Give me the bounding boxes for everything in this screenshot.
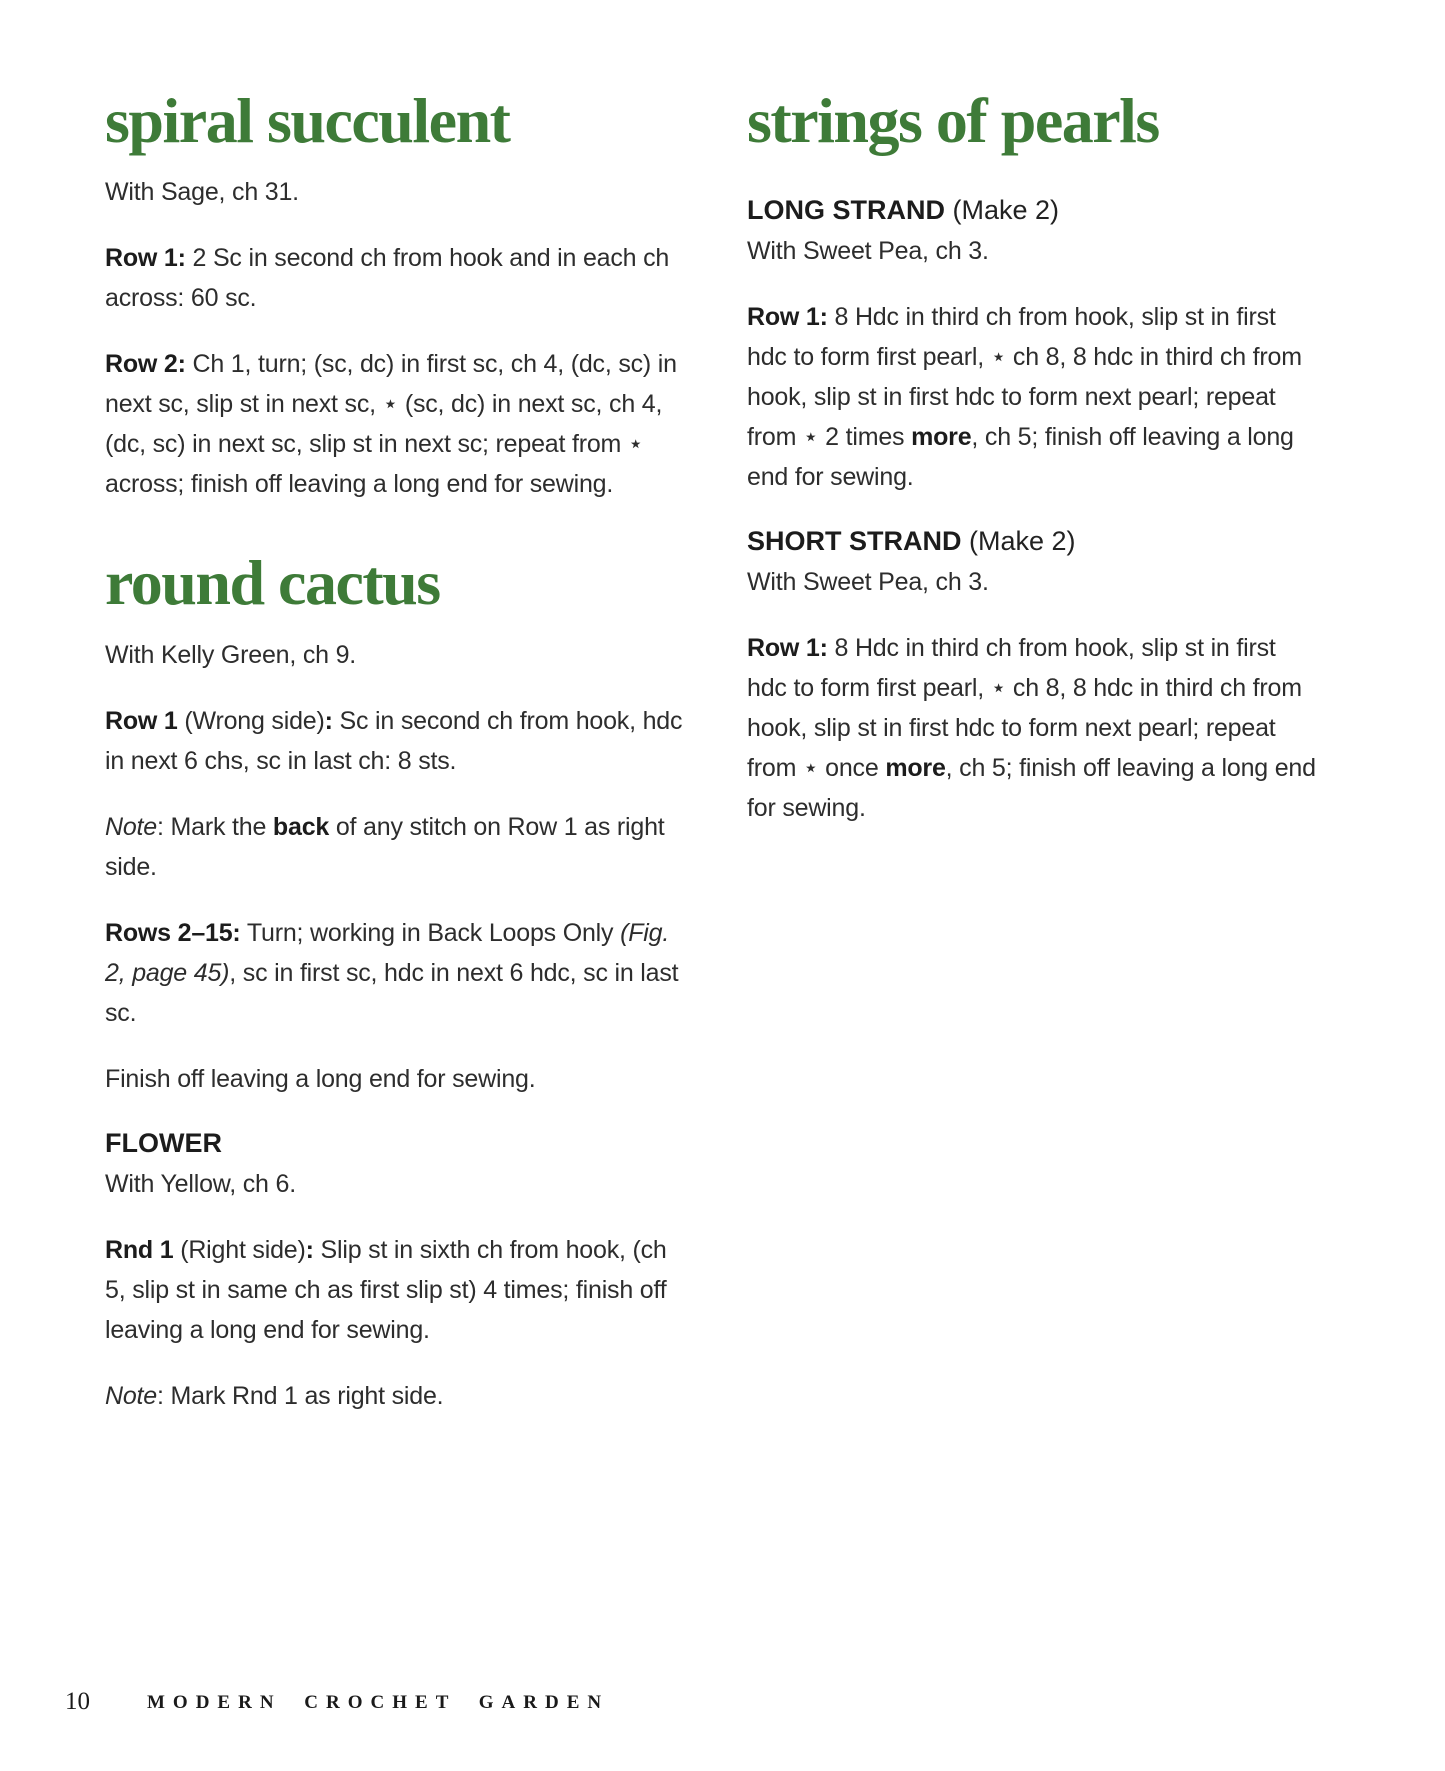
text-segment: SHORT STRAND — [747, 526, 969, 557]
text-segment: 8 Hdc in third ch from hook, slip st in first hdc to form first pearl, ⋆ ch 8, 8 hdc in third ch from hook, slip st in first hdc to form next pearl; repeat from ⋆ once — [747, 634, 1302, 783]
text-segment: Note — [105, 812, 158, 841]
pattern-paragraph — [747, 628, 1317, 828]
pattern-paragraph — [105, 238, 691, 318]
pattern-paragraph — [105, 172, 691, 212]
text-segment: (Right side) — [180, 1235, 306, 1264]
text-segment: With Sweet Pea, ch 3. — [747, 568, 989, 597]
columns — [105, 86, 1317, 1442]
text-segment: : — [324, 706, 333, 735]
pattern-paragraph — [747, 231, 1317, 271]
section-title: strings of pearls — [747, 85, 1159, 156]
section-title: spiral succulent — [105, 85, 510, 156]
text-segment: more — [885, 754, 946, 783]
text-segment: Turn; working in Back Loops Only — [240, 918, 621, 947]
text-segment: (Make 2) — [969, 526, 1076, 557]
pattern-paragraph — [105, 701, 691, 781]
text-segment: : — [305, 1235, 314, 1264]
text-segment: With Yellow, ch 6. — [105, 1169, 296, 1198]
text-segment: , ch 5; finish off leaving a long end for sewing. — [747, 754, 1316, 823]
text-segment: LONG STRAND — [747, 195, 953, 226]
section-subhead — [105, 1125, 691, 1161]
text-segment: , ch 5; finish off leaving a long end for sewing. — [747, 423, 1294, 492]
pattern-paragraph — [105, 1230, 691, 1350]
text-segment: Row 1: — [105, 244, 186, 273]
text-segment: (Wrong side) — [184, 706, 325, 735]
text-segment: With Sage, ch 31. — [105, 178, 299, 207]
text-segment: Sc in second ch from hook, hdc in next 6 chs, sc in last ch: 8 sts. — [105, 706, 683, 775]
text-segment: (Fig. 2, page 45) — [105, 918, 670, 987]
text-segment: 2 Sc in second ch from hook and in each ch across: 60 sc. — [105, 244, 670, 313]
text-segment: Slip st in sixth ch from hook, (ch 5, slip st in same ch as first slip st) 4 times; finish off leaving a long end for sewing. — [105, 1235, 667, 1344]
pattern-paragraph — [105, 1059, 691, 1099]
text-segment: back — [272, 812, 330, 841]
text-segment: Row 2: — [105, 350, 186, 379]
text-segment: Row 1 — [105, 706, 185, 735]
text-segment: , sc in first sc, hdc in next 6 hdc, sc in last sc. — [105, 958, 679, 1027]
pattern-paragraph — [105, 1376, 691, 1416]
left-column — [105, 86, 691, 1442]
text-segment: (Make 2) — [952, 195, 1060, 226]
text-segment: Ch 1, turn; (sc, dc) in first sc, ch 4, (dc, sc) in next sc, slip st in next sc, ⋆ (sc, dc) in next sc, ch 4, (dc, sc) in next sc, slip st in next sc; repeat from ⋆ across; finish off leaving a long end for sewing. — [105, 350, 677, 499]
text-segment: more — [911, 423, 972, 452]
text-segment: : Mark Rnd 1 as right side. — [157, 1381, 444, 1410]
text-segment: Rows 2–15: — [105, 918, 241, 947]
text-segment: : Mark the — [157, 812, 273, 841]
text-segment: 8 Hdc in third ch from hook, slip st in first hdc to form first pearl, ⋆ ch 8, 8 hdc in third ch from hook, slip st in first hdc to form next pearl; repeat from ⋆ 2 times — [747, 303, 1302, 452]
pattern-paragraph — [105, 344, 691, 504]
section-subhead — [747, 523, 1317, 559]
text-segment: With Sweet Pea, ch 3. — [747, 237, 989, 266]
text-segment: FLOWER — [105, 1127, 222, 1158]
pattern-paragraph — [105, 807, 691, 887]
page-footer — [0, 1688, 1445, 1728]
text-segment: Note — [105, 1381, 158, 1410]
pattern-paragraph — [747, 297, 1317, 497]
text-segment: Rnd 1 — [105, 1235, 181, 1264]
pattern-paragraph — [105, 1164, 691, 1204]
text-segment: of any stitch on Row 1 as right side. — [105, 812, 665, 881]
section-subhead — [747, 192, 1317, 228]
pattern-paragraph — [105, 913, 691, 1033]
text-segment: With Kelly Green, ch 9. — [105, 640, 357, 669]
text-segment: Finish off leaving a long end for sewing. — [105, 1064, 536, 1093]
text-segment: Row 1: — [747, 634, 828, 663]
section-title: round cactus — [105, 547, 440, 619]
page-number: 10 — [65, 1688, 90, 1715]
right-column — [747, 86, 1317, 854]
text-segment: Row 1: — [747, 303, 828, 332]
book-title: MODERN CROCHET GARDEN — [147, 1692, 610, 1713]
pattern-paragraph — [105, 635, 691, 675]
pattern-paragraph — [747, 562, 1317, 602]
